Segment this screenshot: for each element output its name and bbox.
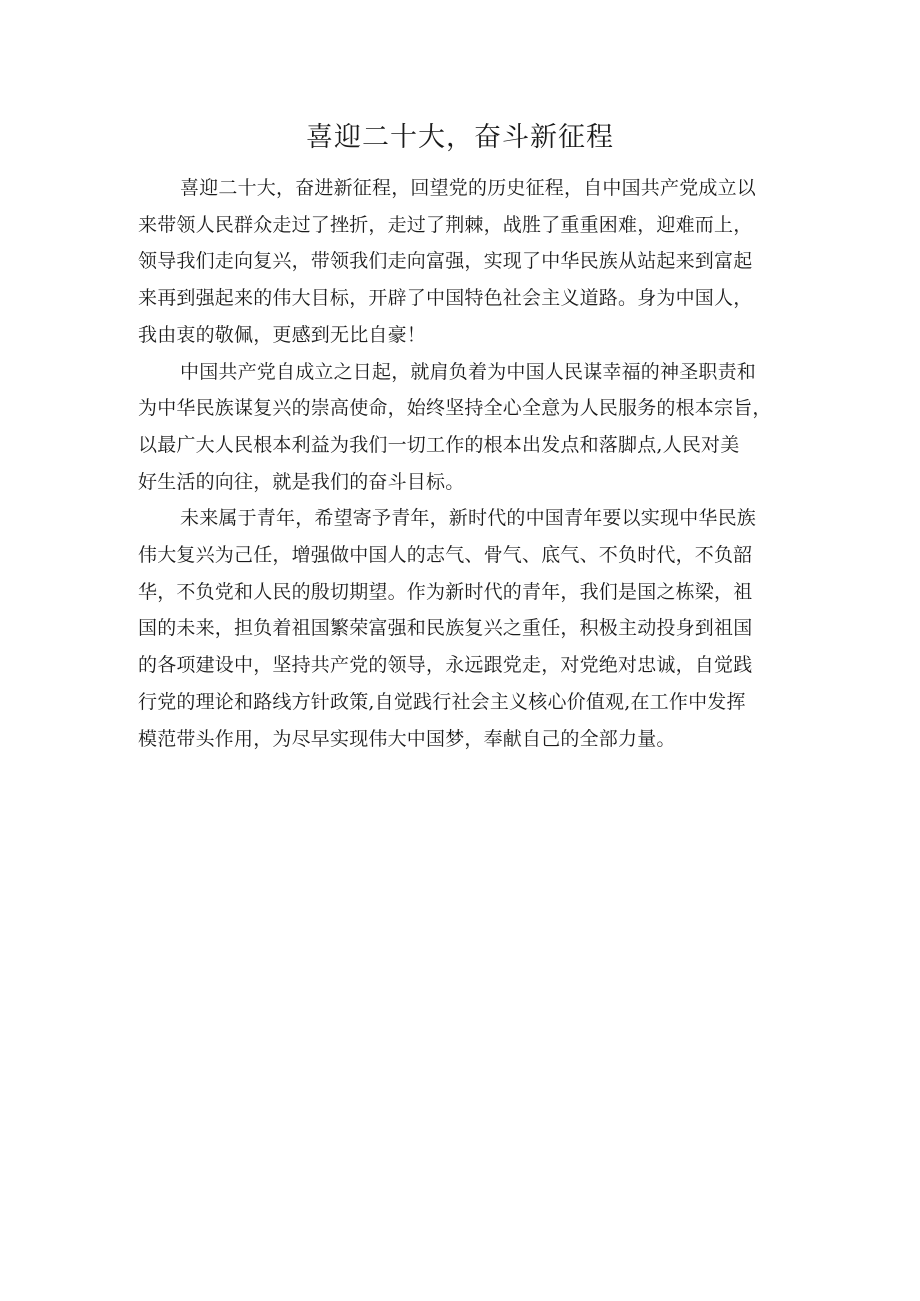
text-line: 中国共产党自成立之日起，就肩负着为中国人民谋幸福的神圣职责和 <box>180 360 757 383</box>
text-line: 领导我们走向复兴，带领我们走向富强，实现了中华民族从站起来到富起 <box>138 250 753 273</box>
text-line: 好生活的向往，就是我们的奋斗目标。 <box>138 470 465 493</box>
text-line: 的各项建设中，坚持共产党的领导，永远跟党走，对党绝对忠诚，自觉践 <box>138 654 753 677</box>
paragraph-3 <box>138 500 788 757</box>
text-line: 模范带头作用，为尽早实现伟大中国梦，奉献自己的全部力量。 <box>138 727 676 750</box>
text-line: 以最广大人民根本利益为我们一切工作的根本出发点和落脚点,人民对美 <box>138 433 740 456</box>
paragraph-2 <box>138 354 788 501</box>
text-line: 国的未来，担负着祖国繁荣富强和民族复兴之重任，积极主动投身到祖国 <box>138 617 753 640</box>
text-line: 行党的理论和路线方针政策,自觉践行社会主义核心价值观,在工作中发挥 <box>138 690 746 713</box>
text-line: 未来属于青年，希望寄予青年，新时代的中国青年要以实现中华民族 <box>180 507 757 530</box>
text-line: 我由衷的敬佩，更感到无比自豪！ <box>138 323 427 346</box>
paragraph-1 <box>138 170 788 354</box>
text-line: 为中华民族谋复兴的崇高使命，始终坚持全心全意为人民服务的根本宗旨， <box>138 397 772 420</box>
text-line: 来再到强起来的伟大目标，开辟了中国特色社会主义道路。身为中国人， <box>138 287 753 310</box>
text-line: 华，不负党和人民的殷切期望。作为新时代的青年，我们是国之栋梁，祖 <box>138 580 753 603</box>
text-line: 伟大复兴为己任，增强做中国人的志气、骨气、底气、不负时代，不负韶 <box>138 544 753 567</box>
document-title: 喜迎二十大，奋斗新征程 <box>306 122 614 153</box>
text-line: 来带领人民群众走过了挫折，走过了荆棘，战胜了重重困难，迎难而上， <box>138 213 753 236</box>
text-line: 喜迎二十大，奋进新征程，回望党的历史征程，自中国共产党成立以 <box>180 177 757 199</box>
document-body <box>138 170 788 757</box>
